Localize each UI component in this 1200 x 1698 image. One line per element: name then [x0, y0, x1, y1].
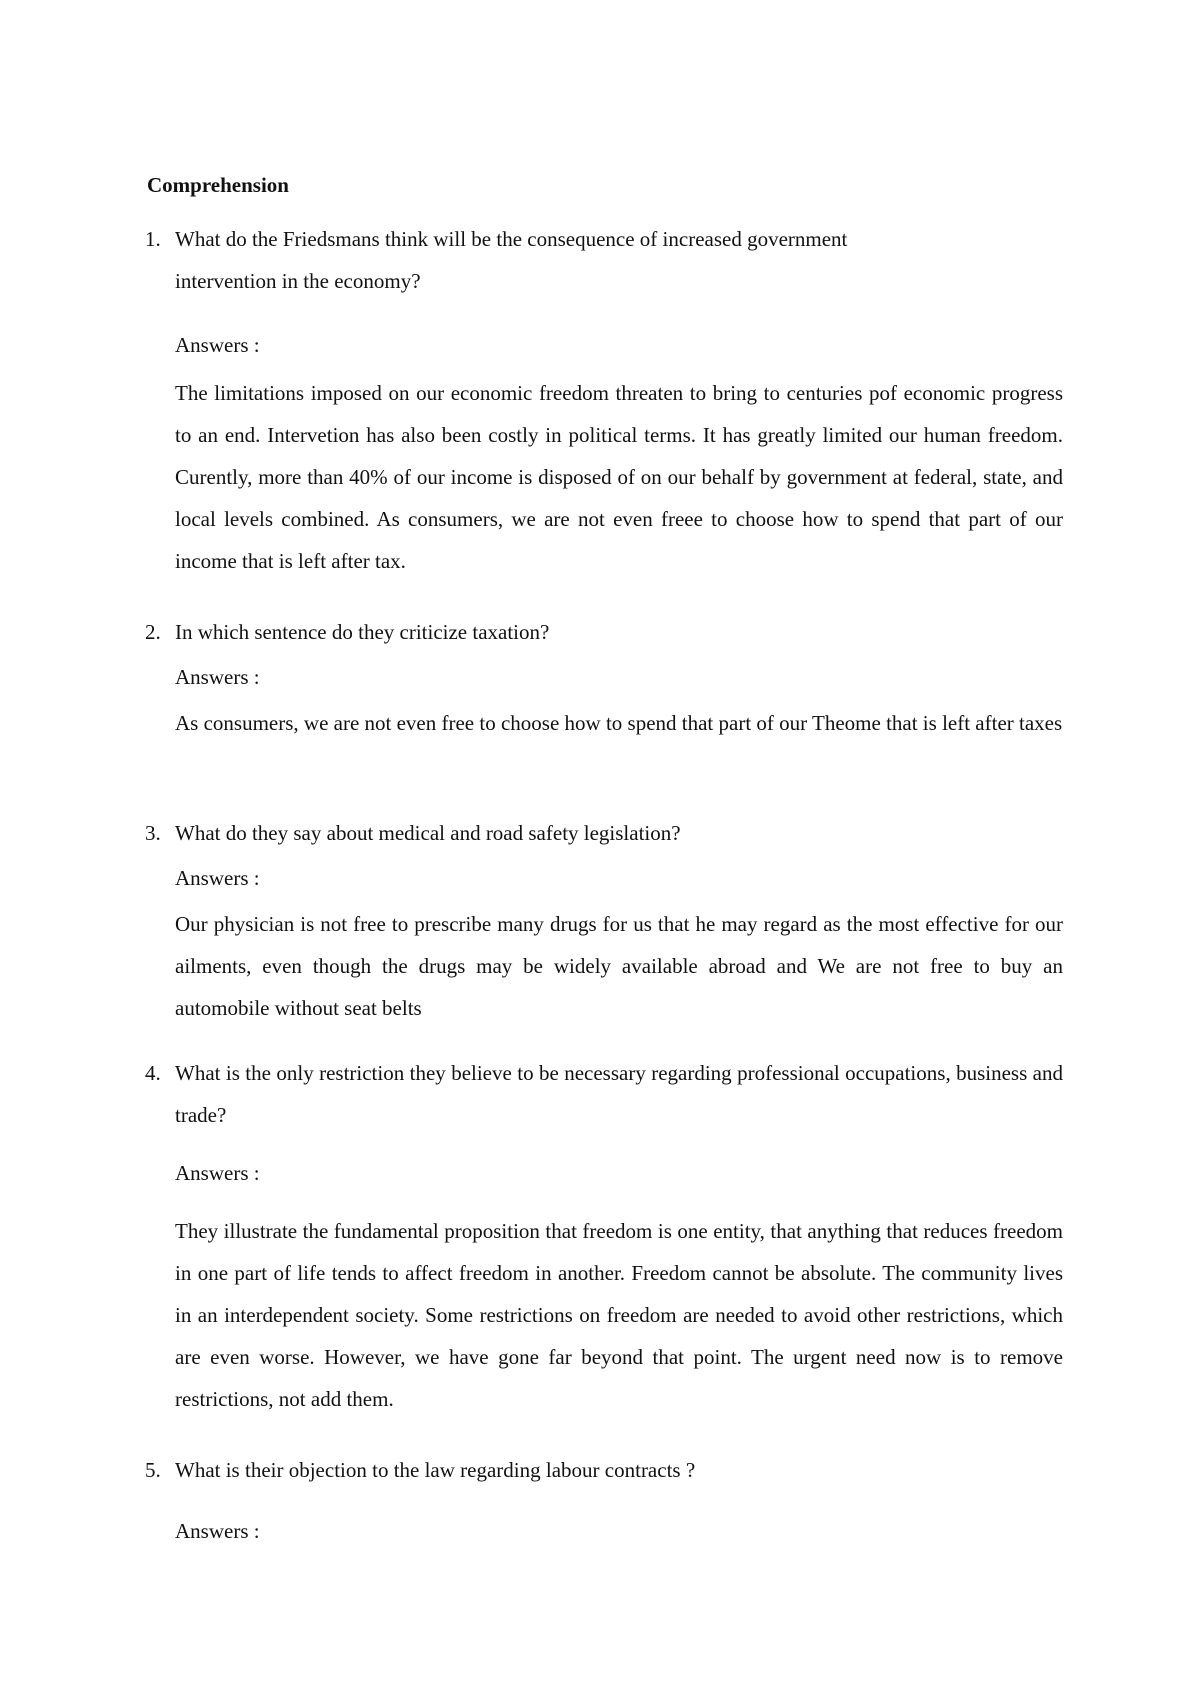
question-number: 5. — [145, 1458, 161, 1482]
question-text: What is the only restriction they believe to be necessary regarding professional occupations, business and trade? — [175, 1061, 1063, 1127]
section-heading: Comprehension — [147, 173, 289, 197]
question-5 — [145, 1449, 1063, 1491]
question-number: 2. — [145, 620, 161, 644]
answer-text-3: Our physician is not free to prescribe many drugs for us that he may regard as the most effective for our ailments, even though the drugs may be widely available abroad and We are not free to buy an automobile without seat belts — [175, 912, 1063, 1020]
question-2 — [145, 611, 1063, 653]
answer-label-1: Answers : — [175, 333, 260, 357]
answer-label-5: Answers : — [175, 1519, 260, 1543]
answer-label-4: Answers : — [175, 1161, 260, 1185]
answer-text-1: The limitations imposed on our economic freedom threaten to bring to centuries pof economic progress to an end. Intervetion has also been costly in political terms. It has greatly limited our human freedom. Curently, more than 40% of our income is disposed of on our behalf by government at federal, state, and local levels combined. As consumers, we are not even freee to choose how to spend that part of our income that is left after tax. — [175, 381, 1063, 573]
answer-text-2: As consumers, we are not even free to choose how to spend that part of our Theome that is left after taxes — [175, 711, 1063, 735]
question-text: What do they say about medical and road safety legislation? — [175, 821, 681, 845]
question-text: What do the Friedsmans think will be the consequence of increased government intervention in the economy? — [175, 227, 848, 293]
answer-text-4: They illustrate the fundamental proposition that freedom is one entity, that anything that reduces freedom in one part of life tends to affect freedom in another. Freedom cannot be absolute. The community lives in an interdependent society. Some restrictions on freedom are needed to avoid other restrictions, which are even worse. However, we have gone far beyond that point. The urgent need now is to remove restrictions, not add them. — [175, 1219, 1063, 1411]
question-number: 4. — [145, 1061, 161, 1085]
question-text: What is their objection to the law regarding labour contracts ? — [175, 1458, 696, 1482]
answer-label-2: Answers : — [175, 665, 260, 689]
question-number: 1. — [145, 227, 161, 251]
question-4 — [145, 1052, 1063, 1136]
question-3 — [145, 812, 1063, 854]
question-text: In which sentence do they criticize taxation? — [175, 620, 550, 644]
question-number: 3. — [145, 821, 161, 845]
answer-label-3: Answers : — [175, 866, 260, 890]
question-1 — [145, 218, 925, 302]
